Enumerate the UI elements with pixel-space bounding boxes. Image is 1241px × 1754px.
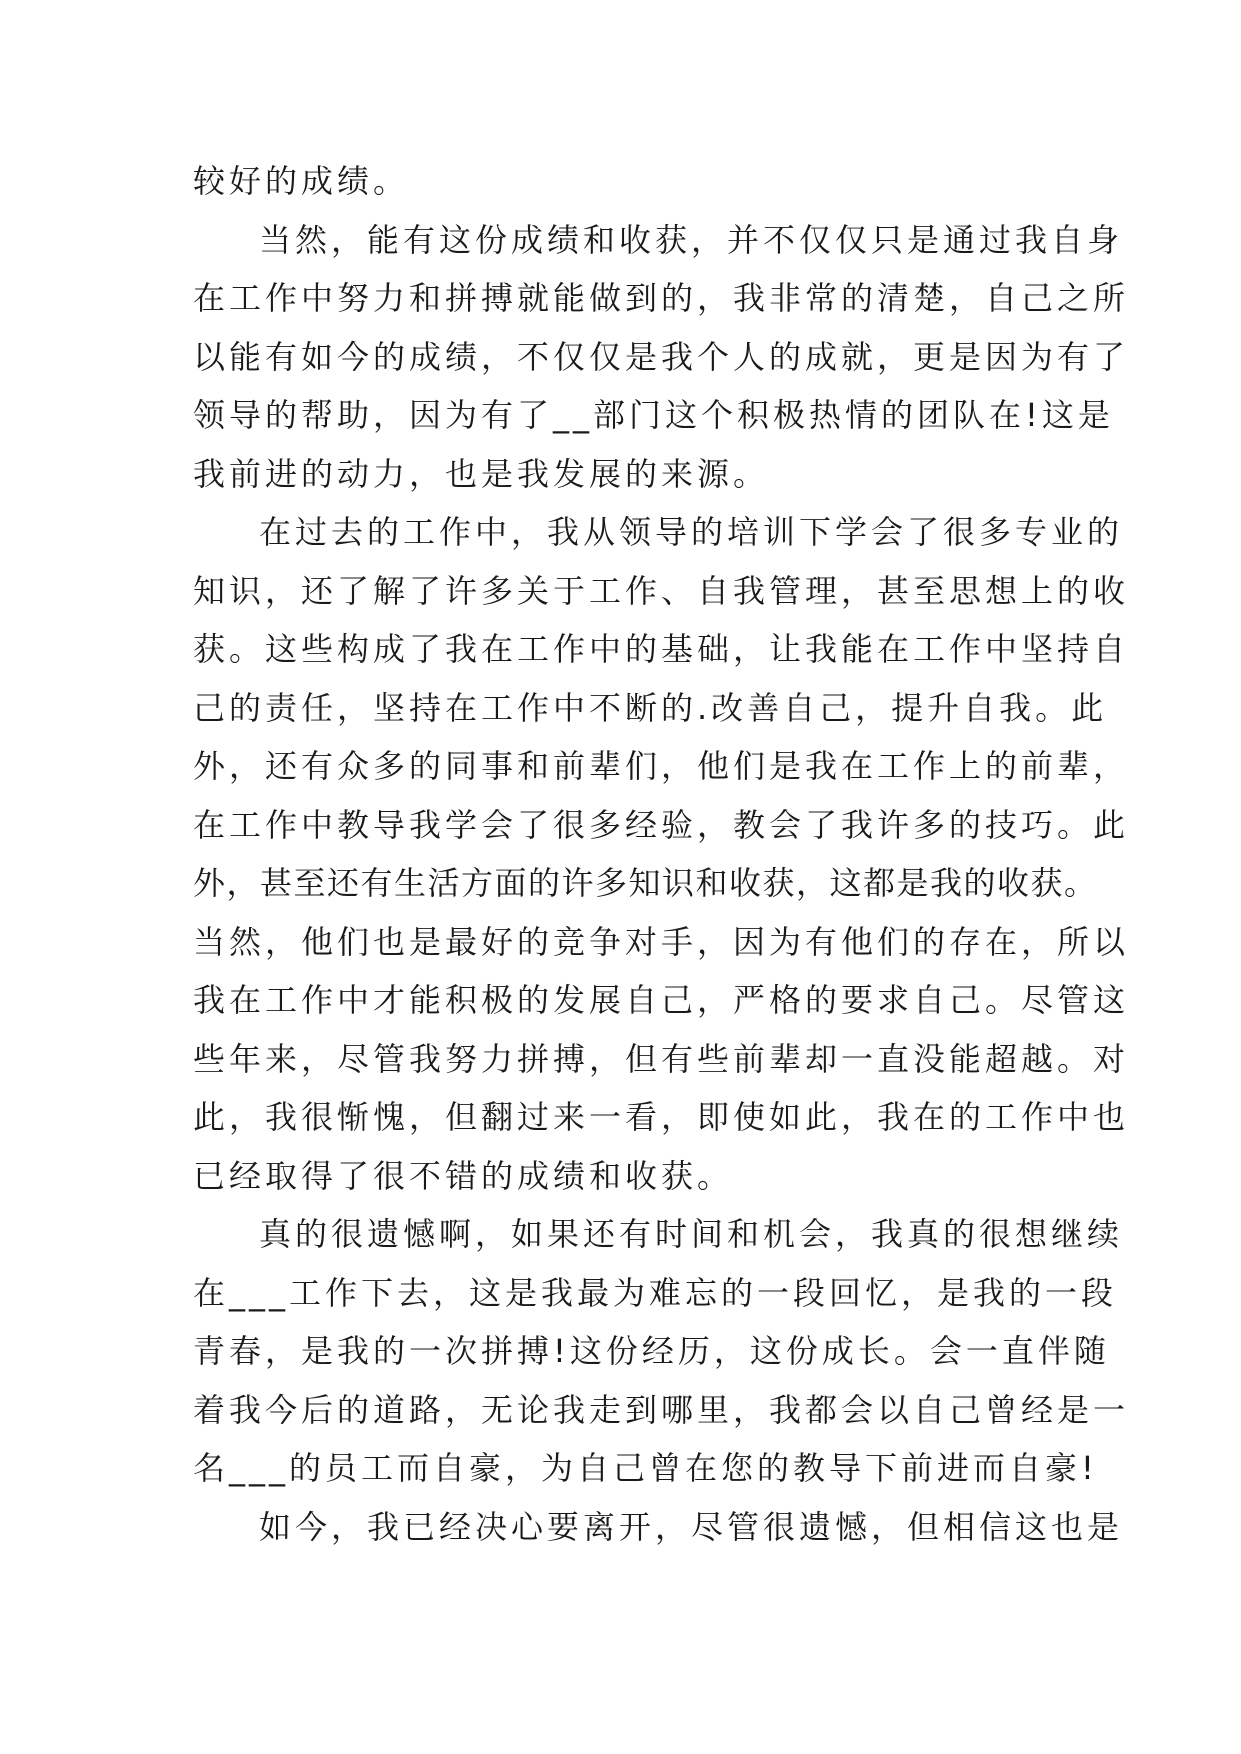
text-line: 些年来，尽管我努力拼搏，但有些前辈却一直没能超越。对 [193, 1039, 1130, 1078]
body-text [193, 152, 1130, 1556]
paragraph-start-line: 在过去的工作中，我从领导的培训下学会了很多专业的 [259, 513, 1124, 551]
text-line: 在工作中教导我学会了很多经验，教会了我许多的技巧。此 [193, 805, 1130, 844]
text-line: 外，还有众多的同事和前辈们，他们是我在工作上的前辈， [193, 747, 1130, 785]
text-line: 当然，他们也是最好的竞争对手，因为有他们的存在，所以 [193, 922, 1130, 961]
text-line: 青春，是我的一次拼搏!这份经历，这份成长。会一直伴随 [193, 1332, 1110, 1370]
paragraph-start-line: 当然，能有这份成绩和收获，并不仅仅只是通过我自身 [259, 220, 1124, 259]
text-line: 我在工作中才能积极的发展自己，严格的要求自己。尽管这 [193, 981, 1130, 1019]
text-line: 着我今后的道路，无论我走到哪里，我都会以自己曾经是一 [193, 1390, 1130, 1429]
text-line: 较好的成绩。 [193, 162, 410, 200]
text-line: 己的责任，坚持在工作中不断的.改善自己，提升自我。此 [193, 688, 1108, 727]
text-line: 名___的员工而自豪，为自己曾在您的教导下前进而自豪! [193, 1449, 1098, 1487]
paragraph-start-line: 真的很遗憾啊，如果还有时间和机会，我真的很想继续 [259, 1215, 1124, 1253]
text-line: 已经取得了很不错的成绩和收获。 [193, 1156, 734, 1195]
paragraph-start-line: 如今，我已经决心要离开，尽管很遗憾，但相信这也是 [259, 1507, 1124, 1546]
text-line: 此，我很惭愧，但翻过来一看，即使如此，我在的工作中也 [193, 1098, 1130, 1136]
text-line: 以能有如今的成绩，不仅仅是我个人的成就，更是因为有了 [193, 337, 1130, 376]
text-line: 在___工作下去，这是我最为难忘的一段回忆，是我的一段 [193, 1273, 1118, 1312]
text-line: 我前进的动力，也是我发展的来源。 [193, 454, 770, 493]
text-line: 知识，还了解了许多关于工作、自我管理，甚至思想上的收 [193, 571, 1130, 610]
text-line: 在工作中努力和拼搏就能做到的，我非常的清楚，自己之所 [193, 279, 1130, 317]
text-line: 获。这些构成了我在工作中的基础，让我能在工作中坚持自 [193, 630, 1130, 668]
text-line: 外，甚至还有生活方面的许多知识和收获，这都是我的收获。 [193, 864, 1098, 902]
text-line: 领导的帮助，因为有了__部门这个积极热情的团队在!这是 [193, 396, 1114, 434]
